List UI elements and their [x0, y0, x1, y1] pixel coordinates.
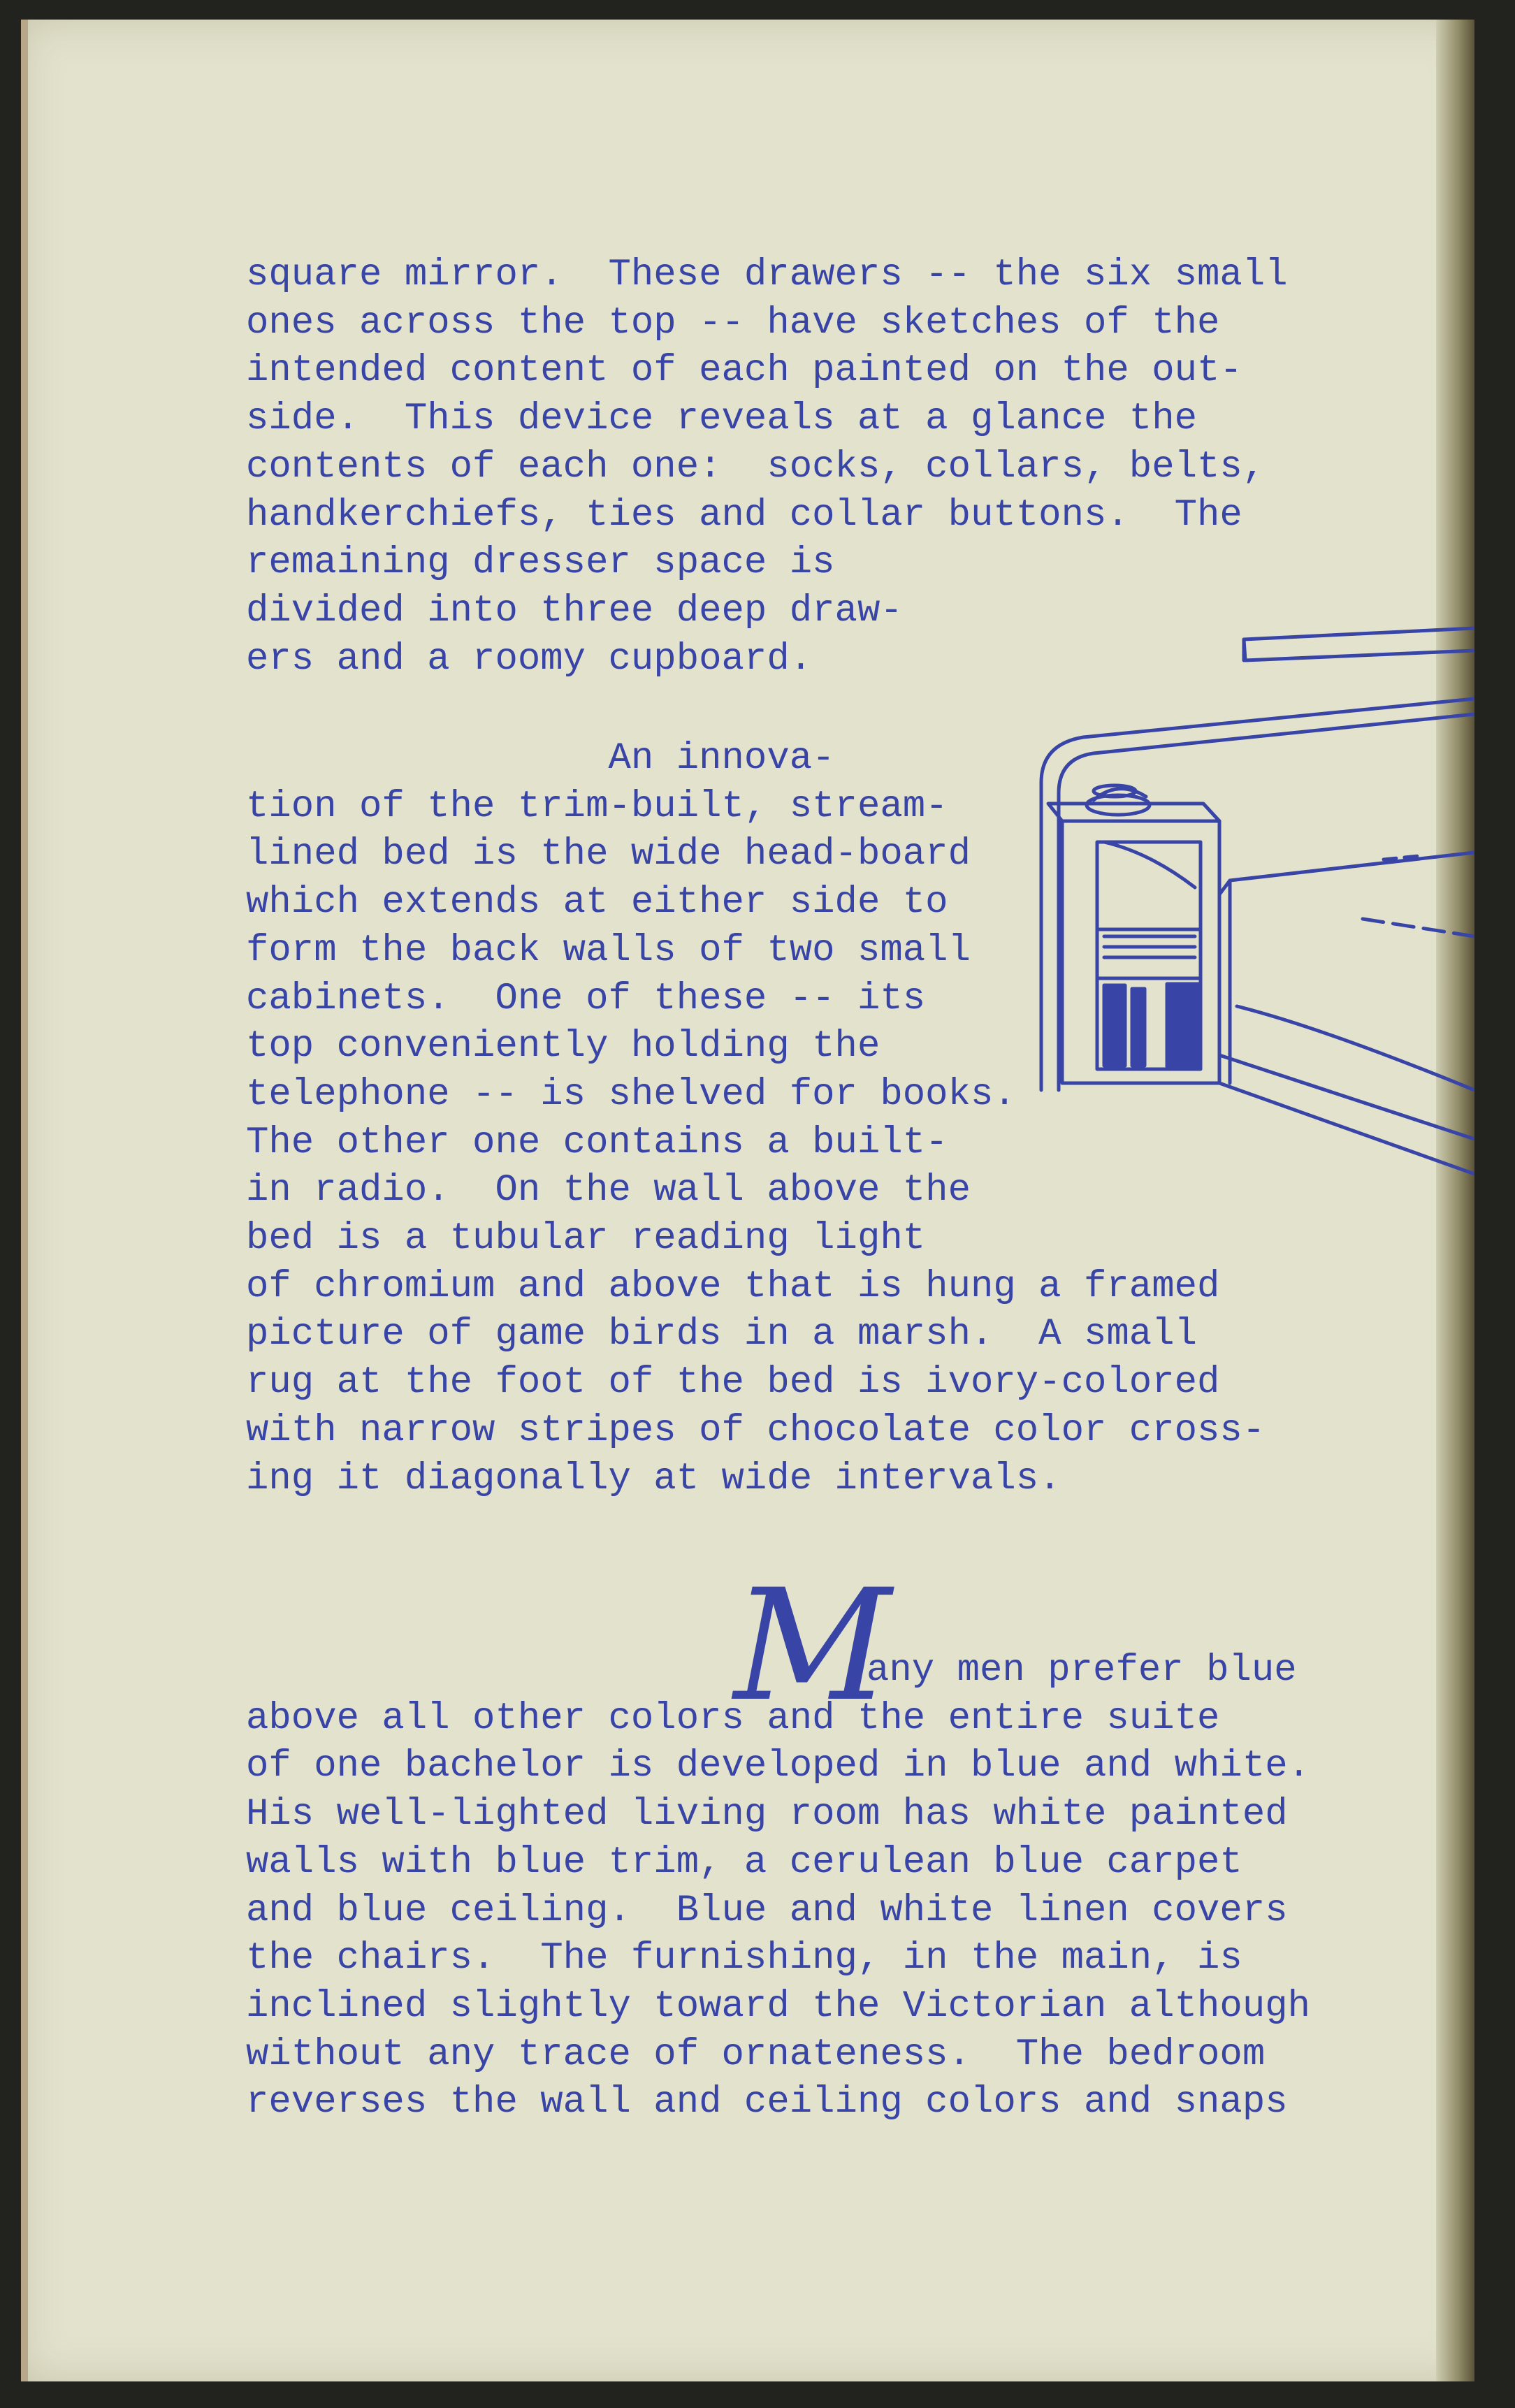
paragraph-2-line: of chromium and above that is hung a framed [246, 1265, 1220, 1308]
paragraph-3-line: reverses the wall and ceiling colors and snaps [246, 2081, 1288, 2124]
paragraph-1-line: square mirror. These drawers -- the six small [246, 254, 1288, 296]
paragraph-2-line: bed is a tubular reading light [246, 1217, 926, 1261]
paragraph-2-line: form the back walls of two small [246, 929, 971, 972]
paragraph-2-line: The other one contains a built- [246, 1121, 948, 1164]
paragraph-1-line: side. This device reveals at a glance the [246, 398, 1198, 441]
paragraph-1-line: ones across the top -- have sketches of the [246, 301, 1220, 344]
paragraph-2-line: telephone -- is shelved for books. [246, 1073, 1016, 1116]
paragraph-2-line: An innova- [246, 737, 835, 780]
paragraph-2-line: rug at the foot of the bed is ivory-colored [246, 1361, 1220, 1405]
paragraph-3-line: His well-lighted living room has white painted [246, 1793, 1288, 1836]
paragraph-3-line: walls with blue trim, a cerulean blue carpet [246, 1841, 1242, 1884]
paragraph-2-line: ing it diagonally at wide intervals. [246, 1457, 1061, 1500]
drop-cap: M [734, 1556, 892, 1735]
paragraph-1-line: handkerchiefs, ties and collar buttons. The [246, 493, 1242, 537]
paragraph-2-line: tion of the trim-built, stream- [246, 785, 948, 828]
paragraph-3-line: and blue ceiling. Blue and white linen covers [246, 1889, 1288, 1932]
paragraph-1-line: remaining dresser space is [246, 542, 835, 585]
paragraph-3-line: the chairs. The furnishing, in the main, is [246, 1937, 1242, 1980]
paragraph-2-line: cabinets. One of these -- its [246, 977, 926, 1020]
paragraph-1-line: ers and a roomy cupboard. [246, 637, 813, 681]
paragraph-2-line: lined bed is the wide head-board [246, 833, 971, 876]
bed-headboard-cabinet-with-telephone-and-books-icon [1027, 601, 1474, 1216]
paragraph-2-line: with narrow stripes of chocolate color cross- [246, 1409, 1266, 1452]
paragraph-3-line: without any trace of ornateness. The bedroom [246, 2033, 1266, 2076]
paragraph-3 [246, 1647, 1364, 2127]
paragraph-2-line: top conveniently holding the [246, 1025, 880, 1068]
paragraph-2-line: in radio. On the wall above the [246, 1169, 971, 1212]
paragraph-3-line: above all other colors and the entire suite [246, 1697, 1220, 1740]
paragraph-1-line: intended content of each painted on the out- [246, 349, 1242, 393]
paragraph-2-line: picture of game birds in a marsh. A small [246, 1313, 1198, 1356]
paragraph-3-line: inclined slightly toward the Victorian although [246, 1985, 1311, 2028]
paragraph-2-line: which extends at either side to [246, 881, 948, 924]
paragraph-3-line: any men prefer blue [867, 1649, 1297, 1692]
page-edge [21, 20, 28, 2381]
paragraph-1-line: divided into three deep draw- [246, 589, 903, 632]
paragraph-1-line: contents of each one: socks, collars, belts, [246, 445, 1266, 488]
paragraph-3-line: of one bachelor is developed in blue and white. [246, 1745, 1311, 1788]
